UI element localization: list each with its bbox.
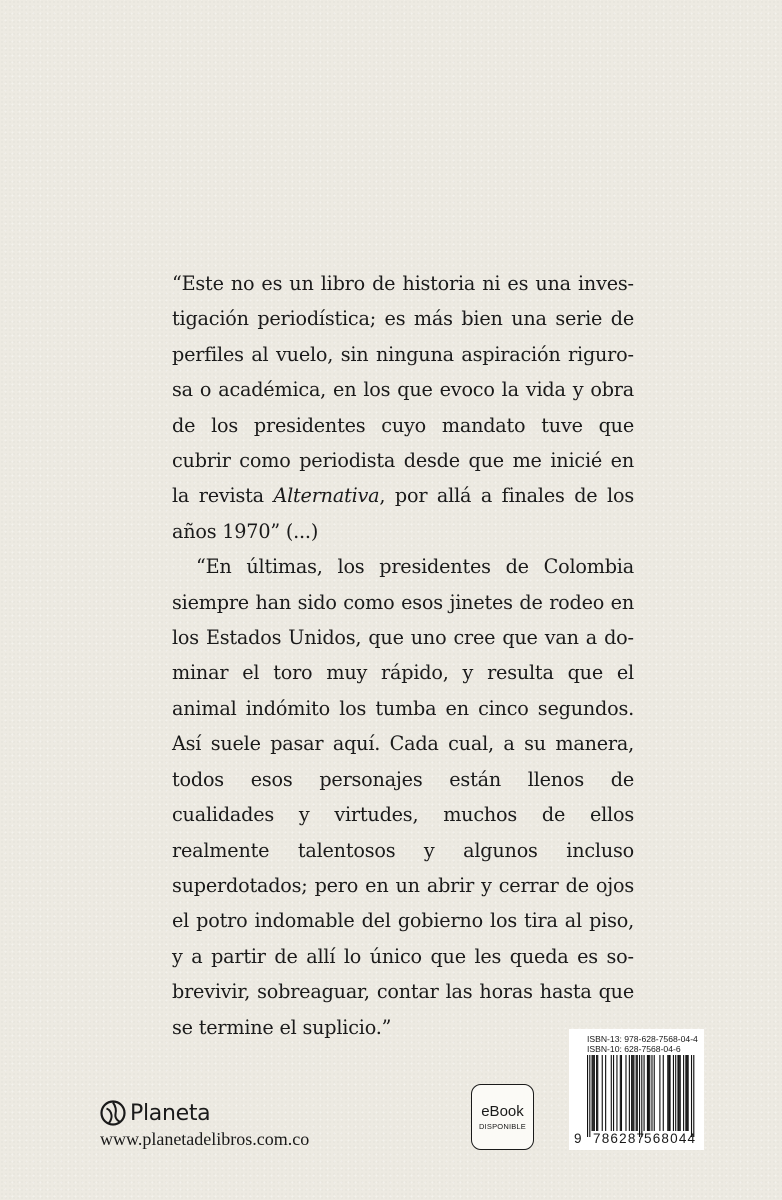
barcode-bar: [620, 1055, 621, 1131]
barcode-bar: [673, 1055, 674, 1131]
barcode-bar: [625, 1055, 626, 1131]
barcode-bar: [693, 1055, 694, 1137]
barcode-bar: [632, 1055, 633, 1131]
barcode-bar: [594, 1055, 595, 1131]
barcode-bar: [669, 1055, 670, 1131]
barcode-bar: [621, 1055, 622, 1131]
barcode-bar: [663, 1055, 664, 1131]
barcode-bar: [691, 1055, 692, 1137]
barcode-bar: [688, 1055, 689, 1131]
ebook-badge-title: eBook: [481, 1103, 524, 1120]
isbn-barcode-box: [569, 1029, 704, 1150]
publisher-name: Planeta: [130, 1100, 211, 1126]
isbn-13: ISBN-13: 978-628-7568-04-4: [587, 1034, 698, 1044]
blurb-paragraph-1: [172, 266, 634, 549]
barcode-bar: [629, 1055, 630, 1131]
barcode-bar: [592, 1055, 593, 1131]
barcode-bar: [637, 1055, 638, 1131]
blurb-paragraph-2: “En últimas, los presidentes de Colombia siempre han sido como esos jinetes de rodeo en los Estados Unidos, que uno cree que van a dominar el toro muy rápido, y resulta que el animal indómito los tumba en cinco segundos. Así suele pasar aquí. Cada cual, a su manera, todos esos personajes están llenos de cualidades y virtudes, muchos de ellos realmente talentosos y algunos incluso superdotados; pero en un abrir y cerrar de ojos el potro indomable del gobierno los tira al piso, y a partir de allí lo único que les queda es sobrevivir, sobreaguar, contar las horas hasta que se termine el suplicio.”: [172, 555, 634, 1039]
barcode-bar: [605, 1055, 606, 1131]
barcode-bar: [685, 1055, 686, 1131]
barcode-bar: [644, 1055, 645, 1131]
barcode-bar: [613, 1055, 614, 1131]
barcode-bar: [611, 1055, 612, 1131]
barcode-bar: [677, 1055, 678, 1131]
blurb-p1-text-b: , por allá a finales de los años 1970” (...): [172, 484, 634, 543]
barcode-bar: [648, 1055, 649, 1131]
barcode-bar: [680, 1055, 681, 1131]
barcode-bar: [641, 1055, 642, 1137]
barcode-bar: [686, 1055, 687, 1131]
barcode-bar: [602, 1055, 603, 1131]
barcode-bar: [683, 1055, 684, 1131]
barcode-bar: [616, 1055, 617, 1131]
barcode-bar: [647, 1055, 648, 1131]
ebook-badge-subtitle: DISPONIBLE: [478, 1122, 526, 1131]
barcode-bar: [639, 1055, 640, 1137]
planeta-globe-icon: [100, 1100, 126, 1126]
barcode-bar: [636, 1055, 637, 1131]
barcode-bar: [587, 1055, 588, 1137]
magazine-title: Alternativa: [273, 484, 380, 508]
barcode-bar: [596, 1055, 597, 1131]
barcode-bar: [651, 1055, 652, 1131]
barcode-bar: [649, 1055, 650, 1131]
barcode-bar: [589, 1055, 590, 1137]
barcode-bar: [593, 1055, 594, 1131]
barcode-bar: [654, 1055, 655, 1131]
barcode-left-digits: 786287: [593, 1131, 646, 1146]
barcode-bar: [679, 1055, 680, 1131]
barcode-bar: [597, 1055, 598, 1131]
barcode-bar: [675, 1055, 676, 1131]
isbn-10: ISBN-10: 628-7568-04-6: [587, 1044, 681, 1054]
barcode-bar: [631, 1055, 632, 1131]
ebook-badge: [471, 1084, 534, 1150]
barcode-bar: [667, 1055, 668, 1131]
barcode-bar: [633, 1055, 634, 1131]
back-cover-blurb: [172, 266, 634, 1045]
publisher-logo: [100, 1100, 210, 1126]
blurb-p1-text-a: “Este no es un libro de historia ni es una investigación periodística; es más bien una serie de perfiles al vuelo, sin ninguna aspiración rigurosa o académica, en los que evoco la vida y obra de los presidentes cuyo mandato tuve que cubrir como periodista desde que me inicié en la revista: [172, 272, 634, 508]
barcode-bar: [668, 1055, 669, 1131]
barcode-bar: [659, 1055, 660, 1131]
publisher-website: www.planetadelibros.com.co: [100, 1129, 310, 1149]
barcode-right-digits: 568044: [644, 1131, 697, 1146]
barcode-first-digit: 9: [574, 1131, 582, 1146]
